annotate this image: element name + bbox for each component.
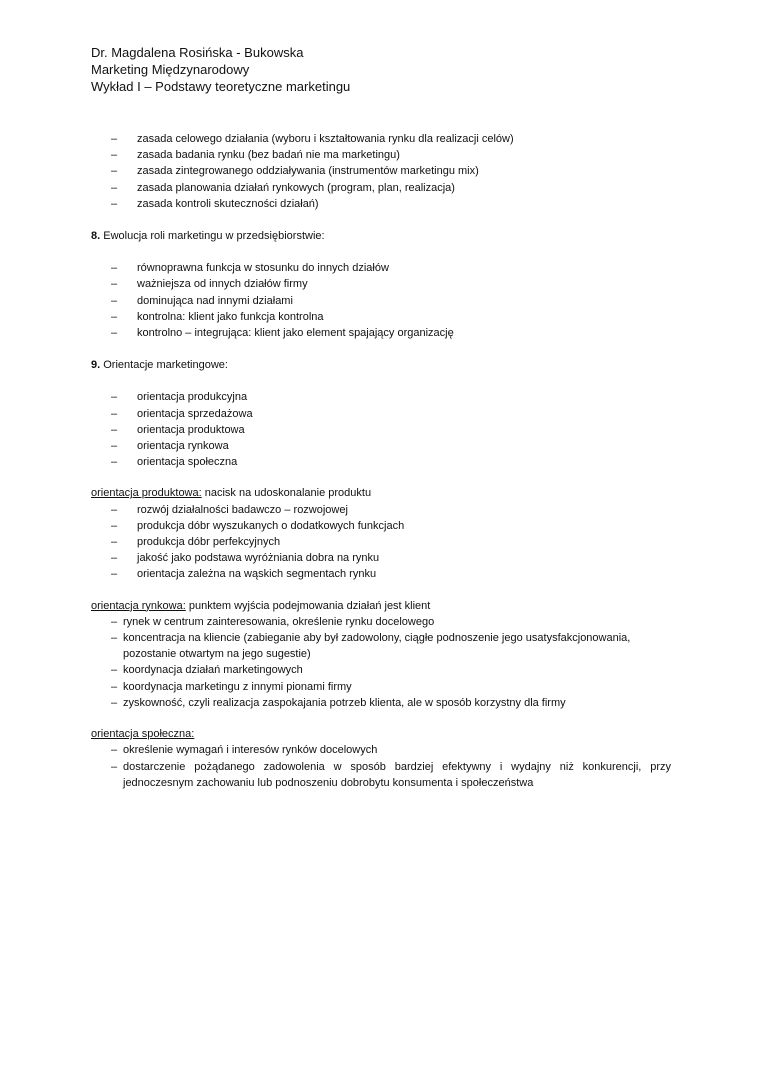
lecture-title: Wykład I – Podstawy teoretyczne marketingu	[91, 79, 351, 94]
list-item: – określenie wymagań i interesów rynków docelowych	[91, 742, 671, 758]
list-item: – kontrolna: klient jako funkcja kontrolna	[91, 309, 671, 325]
social-orientation-list	[91, 742, 671, 791]
list-item: – orientacja produktowa	[91, 422, 671, 438]
market-orientation-heading	[91, 598, 671, 614]
social-orientation-heading	[91, 726, 671, 742]
list-item: – produkcja dóbr perfekcyjnych	[91, 534, 671, 550]
list-item: – koncentracja na kliencie (zabieganie aby był zadowolony, ciągłe podnoszenie jego usatysfakcjonowania, pozostanie otwartym na jego sugestie)	[91, 630, 671, 662]
course-title: Marketing Międzynarodowy	[91, 62, 250, 77]
market-orientation-list	[91, 614, 671, 711]
list-item: – orientacja zależna na wąskich segmentach rynku	[91, 566, 671, 582]
list-item: – kontrolno – integrująca: klient jako element spajający organizację	[91, 325, 671, 341]
list-item: – koordynacja działań marketingowych	[91, 662, 671, 678]
list-item: – zasada badania rynku (bez badań nie ma marketingu)	[91, 147, 671, 163]
list-item: – rynek w centrum zainteresowania, określenie rynku docelowego	[91, 614, 671, 630]
section-8-heading	[91, 228, 671, 244]
section-title: Ewolucja roli marketingu w przedsiębiorstwie:	[103, 230, 325, 243]
principles-list	[91, 131, 671, 212]
list-item: – orientacja rynkowa	[91, 438, 671, 454]
list-item: – zasada planowania działań rynkowych (program, plan, realizacja)	[91, 180, 671, 196]
list-item: – dominująca nad innymi działami	[91, 293, 671, 309]
marketing-role-list	[91, 260, 671, 341]
product-orientation-label: orientacja produktowa:	[91, 487, 202, 500]
product-orientation-list	[91, 502, 671, 583]
list-item: – orientacja produkcyjna	[91, 389, 671, 405]
list-item: – zasada zintegrowanego oddziaływania (instrumentów marketingu mix)	[91, 163, 671, 179]
section-number: 8.	[91, 230, 101, 243]
list-item: – równoprawna funkcja w stosunku do innych działów	[91, 260, 671, 276]
list-item: – zasada celowego działania (wyboru i kształtowania rynku dla realizacji celów)	[91, 131, 671, 147]
section-title: Orientacje marketingowe:	[103, 359, 228, 372]
product-orientation-text: nacisk na udoskonalanie produktu	[201, 487, 372, 500]
section-number: 9.	[91, 359, 101, 372]
list-item: – rozwój działalności badawczo – rozwojowej	[91, 502, 671, 518]
author-name: Dr. Magdalena Rosińska - Bukowska	[91, 45, 304, 60]
list-item: – zyskowność, czyli realizacja zaspokajania potrzeb klienta, ale w sposób korzystny dla firmy	[91, 695, 671, 711]
list-item: – jakość jako podstawa wyróżniania dobra na rynku	[91, 550, 671, 566]
list-item: – ważniejsza od innych działów firmy	[91, 276, 671, 292]
list-item: – orientacja społeczna	[91, 454, 671, 470]
market-orientation-text: punktem wyjścia podejmowania działań jest klient	[185, 599, 431, 612]
orientations-list	[91, 389, 671, 470]
section-9-heading	[91, 357, 671, 373]
list-item: – koordynacja marketingu z innymi pionami firmy	[91, 679, 671, 695]
market-orientation-label: orientacja rynkowa:	[91, 599, 186, 612]
document-body	[91, 131, 671, 791]
list-item: – produkcja dóbr wyszukanych o dodatkowych funkcjach	[91, 518, 671, 534]
document-header	[91, 44, 350, 95]
list-item: – dostarczenie pożądanego zadowolenia w sposób bardziej efektywny i wydajny niż konkurencji, przy jednoczesnym zachowaniu lub podnoszeniu dobrobytu konsumenta i społeczeństwa	[91, 759, 671, 791]
list-item: – zasada kontroli skuteczności działań)	[91, 196, 671, 212]
product-orientation-heading	[91, 485, 671, 501]
list-item: – orientacja sprzedażowa	[91, 406, 671, 422]
social-orientation-label: orientacja społeczna:	[91, 728, 195, 741]
